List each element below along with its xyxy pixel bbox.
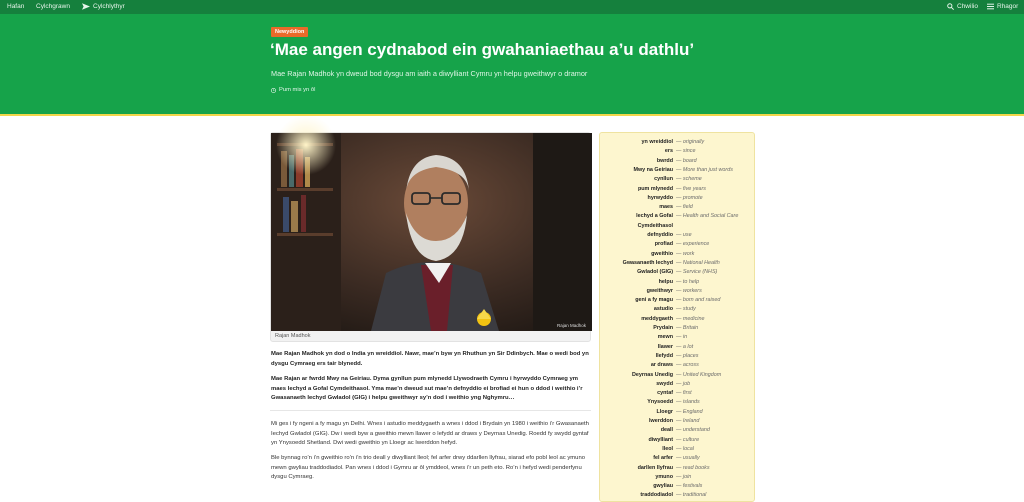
glossary-term: diwylliant bbox=[648, 436, 673, 443]
glossary-term: Prydain bbox=[653, 325, 673, 331]
portrait-photo bbox=[271, 133, 592, 331]
glossary-definition: — Ireland bbox=[676, 418, 700, 424]
nav-link-newsletter[interactable] bbox=[82, 3, 125, 10]
article-title: ‘Mae angen cydnabod ein gwahaniaethau a’u dathlu’ bbox=[270, 40, 695, 59]
glossary-definition: — Service (NHS) bbox=[676, 269, 718, 276]
glossary-row bbox=[600, 259, 756, 268]
glossary-row bbox=[600, 212, 756, 221]
photo-credit: Rajan Madhok bbox=[556, 323, 586, 328]
glossary-term: gweithwyr bbox=[646, 287, 673, 294]
glossary-definition: — England bbox=[676, 408, 703, 415]
glossary-term: swydd bbox=[656, 380, 673, 387]
glossary-term: geni a fy magu bbox=[635, 297, 673, 304]
glossary-term: gweithio bbox=[651, 250, 673, 257]
glossary-panel bbox=[599, 132, 755, 502]
glossary-row bbox=[600, 398, 756, 407]
glossary-row bbox=[600, 287, 756, 296]
lead-paragraph-2: Mae Rajan ar fwrdd Mwy na Geiriau. Dyma gynllun pum mlynedd Llywodraeth Cymru i hyrwyddo Cymraeg ym maes Iechyd a Gofal Cymdeithasol. Yma mae’n dweud sut mae’n defnyddio ei brofiad ei hun o ddod i weithio i’r Gwasanaeth Iechyd Gwladol (GIG) i helpu gweithwyr sy’n dod i weithio yng Nghymru… bbox=[271, 376, 583, 402]
glossary-row bbox=[600, 175, 756, 184]
article-photo-card bbox=[270, 132, 591, 342]
glossary-term: ers bbox=[664, 148, 673, 155]
glossary-term: llawer bbox=[657, 343, 673, 350]
glossary-definition: — field bbox=[676, 204, 693, 211]
glossary-term: Deyrnas Unedig bbox=[631, 371, 673, 378]
menu-icon bbox=[987, 3, 994, 10]
glossary-definition: — across bbox=[676, 362, 699, 369]
glossary-definition: — local bbox=[676, 445, 694, 452]
glossary-definition: — festivals bbox=[676, 483, 703, 490]
glossary-term: Lloegr bbox=[656, 408, 673, 415]
nav-link-home[interactable] bbox=[7, 3, 24, 10]
glossary-term: darllen llyfrau bbox=[637, 464, 673, 471]
section-divider bbox=[270, 410, 591, 411]
glossary-row bbox=[600, 464, 756, 473]
glossary-row bbox=[600, 361, 756, 370]
glossary-definition: — workers bbox=[676, 287, 702, 294]
glossary-definition: — culture bbox=[676, 436, 700, 443]
glossary-row bbox=[600, 371, 756, 380]
glossary-row bbox=[600, 352, 756, 361]
glossary-term: maes bbox=[659, 204, 673, 211]
category-badge[interactable]: Newyddion bbox=[271, 27, 308, 37]
glossary-term: fel arfer bbox=[653, 455, 673, 462]
glossary-term: yn wreiddiol bbox=[641, 139, 673, 145]
glossary-definition: — five years bbox=[676, 185, 706, 192]
send-icon bbox=[82, 3, 90, 10]
glossary-row bbox=[600, 445, 756, 454]
glossary-definition: — Health and Social Care bbox=[676, 213, 739, 220]
glossary-definition: — traditional bbox=[676, 492, 707, 499]
glossary-row bbox=[600, 305, 756, 314]
article-header bbox=[0, 14, 1024, 114]
glossary-definition: — scheme bbox=[676, 176, 702, 183]
glossary-term: astudio bbox=[653, 306, 673, 313]
glossary-row bbox=[600, 240, 756, 249]
glossary-term: Cymdeithasol bbox=[637, 222, 673, 229]
nav-link-magazine[interactable] bbox=[36, 3, 70, 10]
glossary-row bbox=[600, 436, 756, 445]
glossary-row bbox=[600, 138, 756, 147]
glossary-row bbox=[600, 380, 756, 389]
publish-date-label: Pum mis yn ôl bbox=[279, 87, 316, 93]
glossary-definition: — originally bbox=[676, 139, 705, 145]
glossary-definition: — board bbox=[676, 157, 697, 164]
photo-caption: Rajan Madhok bbox=[275, 333, 311, 339]
glossary-row bbox=[600, 482, 756, 491]
nav-newsletter-label: Cylchlythyr bbox=[93, 3, 125, 10]
glossary-row bbox=[600, 157, 756, 166]
glossary-term: pum mlynedd bbox=[637, 185, 673, 192]
glossary-definition: — read books bbox=[676, 464, 710, 471]
glossary-term: lleol bbox=[662, 445, 673, 452]
glossary-row bbox=[600, 147, 756, 156]
glossary-row bbox=[600, 296, 756, 305]
glossary-term: Iechyd a Gofal bbox=[636, 213, 673, 220]
glossary-definition: — join bbox=[676, 473, 692, 480]
glossary-definition: — experience bbox=[676, 241, 710, 248]
glossary-definition: — usually bbox=[676, 455, 700, 462]
glossary-definition: — National Health bbox=[676, 259, 720, 266]
nav-magazine-label: Cylchgrawn bbox=[36, 3, 70, 10]
glossary-term: deall bbox=[660, 427, 673, 434]
glossary-definition: — promote bbox=[676, 194, 703, 201]
glossary-definition: — Britain bbox=[676, 325, 699, 331]
glossary-term: helpu bbox=[658, 278, 673, 285]
body-paragraph-2: Ble bynnag ro’n i’n gweithio ro’n i’n trio deall y diwylliant lleol; fel arfer drwy ddarllen llyfrau, siarad efo pobl leol ac ymuno mewn gwyliau traddodiadol. Pan wnes i ddod i Gymru ar ôl ymddeol, wnes i’r un peth eto. Ro’n i hefyd wedi penderfynu dysgu Cymraeg. bbox=[271, 455, 585, 481]
top-navigation-bar bbox=[0, 0, 1024, 14]
glossary-definition: — since bbox=[676, 148, 696, 155]
glossary-definition: — in bbox=[676, 334, 688, 341]
glossary-row bbox=[600, 222, 756, 231]
glossary-definition: — understand bbox=[676, 427, 710, 434]
glossary-row bbox=[600, 278, 756, 287]
glossary-row bbox=[600, 231, 756, 240]
glossary-row bbox=[600, 194, 756, 203]
glossary-row bbox=[600, 203, 756, 212]
glossary-term: cynllun bbox=[654, 176, 673, 183]
glossary-row bbox=[600, 454, 756, 463]
glossary-term: traddodiadol bbox=[640, 492, 673, 499]
glossary-row bbox=[600, 473, 756, 482]
glossary-row bbox=[600, 417, 756, 426]
glossary-term: ar draws bbox=[650, 362, 673, 369]
nav-home-label: Hafan bbox=[7, 3, 25, 10]
search-icon bbox=[947, 3, 954, 10]
glossary-definition: — islands bbox=[676, 399, 700, 406]
glossary-term: hyrwyddo bbox=[647, 194, 673, 201]
glossary-definition: — job bbox=[676, 380, 691, 387]
search-label: Chwilio bbox=[957, 3, 978, 10]
glossary-term: Ynysoedd bbox=[647, 399, 673, 406]
glossary-definition: — to help bbox=[676, 278, 700, 285]
glossary-term: defnyddio bbox=[647, 232, 673, 238]
glossary-definition: — a lot bbox=[676, 343, 694, 350]
glossary-row bbox=[600, 268, 756, 277]
article-subtitle: Mae Rajan Madhok yn dweud bod dysgu am iaith a diwylliant Cymru yn helpu gweithwyr o dramor bbox=[271, 69, 588, 78]
lead-paragraph-1: Mae Rajan Madhok yn dod o India yn wreiddiol. Nawr, mae’n byw yn Rhuthun yn Sir Ddinbych. Mae o wedi bod yn dysgu Cymraeg ers tair blynedd. bbox=[271, 351, 589, 367]
glossary-row bbox=[600, 426, 756, 435]
glossary-row bbox=[600, 315, 756, 324]
search-button[interactable] bbox=[947, 3, 978, 10]
glossary-term: profiad bbox=[654, 241, 673, 248]
glossary-term: llefydd bbox=[655, 352, 673, 359]
glossary-definition: — born and raised bbox=[676, 297, 721, 304]
glossary-term: mewn bbox=[657, 334, 673, 341]
glossary-term: Gwladol (GIG) bbox=[637, 269, 673, 276]
glossary-term: cyntaf bbox=[657, 390, 673, 397]
glossary-row bbox=[600, 324, 756, 333]
glossary-definition: — first bbox=[676, 390, 692, 397]
glossary-term: meddygaeth bbox=[641, 315, 673, 322]
glossary-term: bwrdd bbox=[656, 157, 673, 164]
glossary-row bbox=[600, 166, 756, 175]
glossary-term: gwyliau bbox=[653, 483, 673, 490]
glossary-row bbox=[600, 408, 756, 417]
glossary-row bbox=[600, 250, 756, 259]
glossary-term: Mwy na Geiriau bbox=[633, 166, 673, 173]
glossary-definition: — study bbox=[676, 306, 696, 313]
header-accent-stripe bbox=[0, 114, 1024, 116]
more-menu-button[interactable] bbox=[987, 3, 1018, 10]
more-label: Rhagor bbox=[997, 3, 1019, 10]
glossary-definition: — medicine bbox=[676, 315, 705, 322]
body-paragraph-1: Mi ges i fy ngeni a fy magu yn Delhi. Wnes i astudio meddygaeth a wnes i ddod i Brydain yn 1980 i weithio i’r Gwasanaeth Iechyd Gwladol (GIG). Dw i wedi byw a gweithio mewn llawer o lefydd ar draws y Deyrnas Unedig. Roedd fy swydd gyntaf yn Ynysoedd Shetland. Dwi wedi gweithio yn Lloegr ac Iwerddon hefyd. bbox=[271, 421, 589, 447]
glossary-definition: — places bbox=[676, 352, 699, 359]
glossary-term: Iwerddon bbox=[649, 418, 673, 424]
glossary-term: ymuno bbox=[655, 473, 673, 480]
glossary-row bbox=[600, 333, 756, 342]
glossary-definition: — work bbox=[676, 250, 695, 257]
glossary-definition: — More than just words bbox=[676, 166, 733, 173]
publish-date bbox=[271, 87, 315, 93]
glossary-definition: — use bbox=[676, 232, 692, 238]
glossary-row bbox=[600, 491, 756, 500]
glossary-row bbox=[600, 185, 756, 194]
glossary-row bbox=[600, 389, 756, 398]
glossary-row bbox=[600, 343, 756, 352]
glossary-definition: — United Kingdom bbox=[676, 371, 722, 378]
clock-icon bbox=[271, 88, 276, 93]
portrait-illustration bbox=[271, 133, 592, 331]
glossary-term: Gwasanaeth Iechyd bbox=[622, 259, 673, 266]
